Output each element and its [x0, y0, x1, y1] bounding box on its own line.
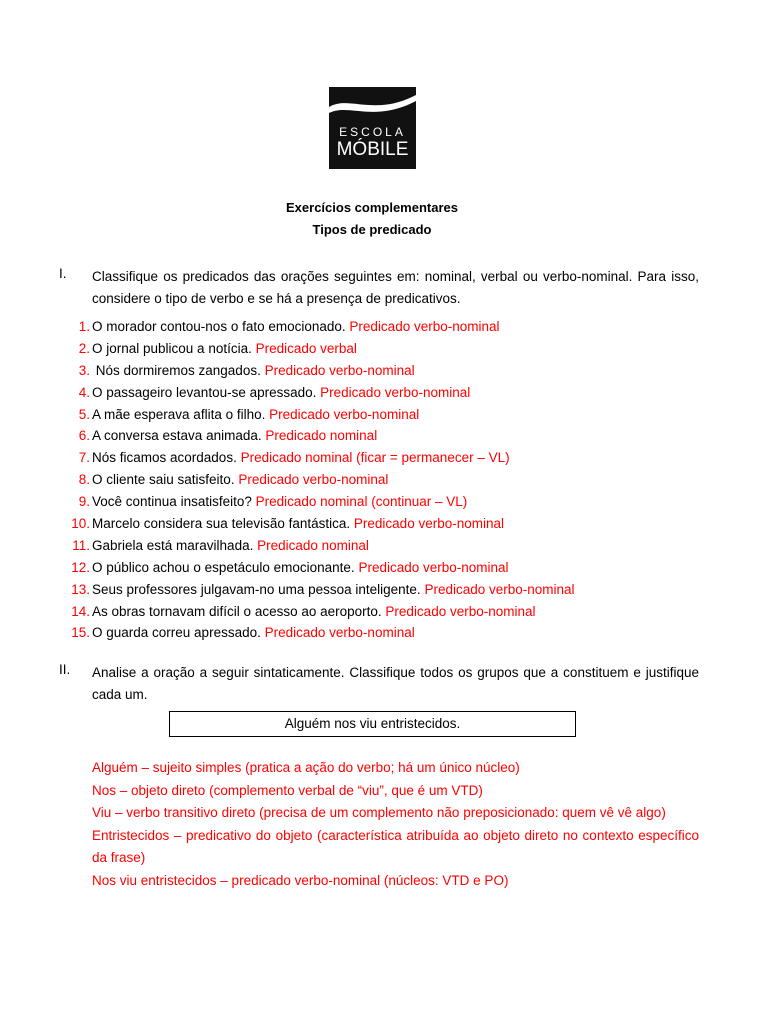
- item-number: 12.: [71, 559, 90, 575]
- item-sentence: Seus professores julgavam-no uma pessoa inteligente.: [92, 581, 421, 597]
- list-item: [60, 360, 575, 382]
- section-1-instruction: Classifique os predicados das orações seguintes em: nominal, verbal ou verbo-nominal. Para isso, considere o tipo de verbo e se há a presença de predicativos.: [92, 269, 699, 306]
- item-sentence: O jornal publicou a notícia.: [92, 340, 252, 356]
- item-sentence: Nós dormiremos zangados.: [92, 362, 261, 378]
- item-answer: Predicado verbo-nominal: [264, 625, 415, 641]
- item-answer: Predicado verbo-nominal: [353, 516, 504, 532]
- list-item: [60, 469, 575, 491]
- item-sentence: Gabriela está maravilhada.: [92, 537, 254, 553]
- item-number: 14.: [71, 603, 90, 619]
- item-sentence: A conversa estava animada.: [92, 428, 262, 444]
- item-answer: Predicado nominal: [257, 537, 369, 553]
- item-answer: Predicado nominal (ficar = permanecer – VL): [240, 450, 510, 466]
- exercise-list: [60, 316, 575, 644]
- item-number: 11.: [72, 537, 90, 553]
- item-sentence: As obras tornavam difícil o acesso ao aeroporto.: [92, 603, 382, 619]
- escola-mobile-logo: [329, 87, 416, 169]
- item-number: 10.: [71, 516, 90, 532]
- item-answer: Predicado verbo-nominal: [264, 362, 415, 378]
- list-item: [60, 447, 575, 469]
- analysis-line: Alguém – sujeito simples (pratica a ação do verbo; há um único núcleo): [92, 760, 520, 775]
- item-answer: Predicado nominal (continuar – VL): [255, 494, 468, 510]
- document-subtitle: Tipos de predicado: [312, 222, 432, 237]
- item-number: 15.: [71, 625, 90, 641]
- list-item: [60, 382, 575, 404]
- analysis-answers: [92, 757, 699, 892]
- list-item: [60, 316, 575, 338]
- document-title: Exercícios complementares: [286, 200, 458, 215]
- item-sentence: O passageiro levantou-se apressado.: [92, 384, 317, 400]
- item-sentence: O guarda correu apressado.: [92, 625, 261, 641]
- item-number: 3.: [78, 362, 90, 378]
- logo-text-mobile: MÓBILE: [336, 139, 409, 160]
- item-number: 4.: [78, 384, 90, 400]
- item-answer: Predicado verbo-nominal: [238, 472, 389, 488]
- item-answer: Predicado verbo-nominal: [424, 581, 575, 597]
- list-item: [60, 338, 575, 360]
- list-item: [60, 491, 575, 513]
- list-item: [60, 404, 575, 426]
- item-answer: Predicado verbo-nominal: [269, 406, 420, 422]
- section-2-instruction: Analise a oração a seguir sintaticamente. Classifique todos os grupos que a constituem e justifique cada um.: [92, 665, 699, 702]
- item-sentence: Nós ficamos acordados.: [92, 450, 237, 466]
- analysis-line: Nos viu entristecidos – predicado verbo-nominal (núcleos: VTD e PO): [92, 872, 509, 888]
- analysis-line: Nos – objeto direto (complemento verbal de “viu”, que é um VTD): [92, 782, 483, 798]
- list-item: [60, 622, 575, 644]
- list-item: [60, 425, 575, 447]
- item-sentence: A mãe esperava aflita o filho.: [92, 406, 266, 422]
- section-2-number: II.: [59, 662, 71, 677]
- item-number: 1.: [78, 319, 90, 334]
- item-number: 6.: [78, 428, 90, 444]
- analysis-line: Viu – verbo transitivo direto (precisa de um complemento não preposicionado: quem vê vê algo): [92, 805, 666, 820]
- section-1-number: I.: [59, 266, 67, 281]
- list-item: [60, 601, 575, 623]
- sentence-box: Alguém nos viu entristecidos.: [169, 711, 576, 737]
- analysis-line: Entristecidos – predicativo do objeto (característica atribuída ao objeto direto no contexto específico da frase): [92, 827, 699, 865]
- item-sentence: O público achou o espetáculo emocionante.: [92, 559, 355, 575]
- item-answer: Predicado verbo-nominal: [385, 603, 536, 619]
- item-sentence: O cliente saiu satisfeito.: [92, 472, 235, 488]
- logo-text-escola: ESCOLA: [339, 125, 406, 139]
- item-answer: Predicado verbo-nominal: [358, 559, 509, 575]
- item-sentence: O morador contou-nos o fato emocionado.: [92, 319, 346, 334]
- item-number: 13.: [71, 581, 90, 597]
- item-number: 2.: [78, 340, 90, 356]
- item-sentence: Marcelo considera sua televisão fantástica.: [92, 516, 351, 532]
- item-answer: Predicado verbal: [255, 340, 357, 356]
- item-answer: Predicado verbo-nominal: [320, 384, 471, 400]
- list-item: [60, 579, 575, 601]
- list-item: [60, 513, 575, 535]
- item-answer: Predicado verbo-nominal: [349, 319, 500, 334]
- item-sentence: Você continua insatisfeito?: [92, 494, 252, 510]
- item-answer: Predicado nominal: [265, 428, 378, 444]
- item-number: 7.: [78, 450, 90, 466]
- list-item: [60, 557, 575, 579]
- item-number: 9.: [78, 494, 90, 510]
- item-number: 8.: [78, 472, 90, 488]
- list-item: [60, 535, 575, 557]
- item-number: 5.: [78, 406, 90, 422]
